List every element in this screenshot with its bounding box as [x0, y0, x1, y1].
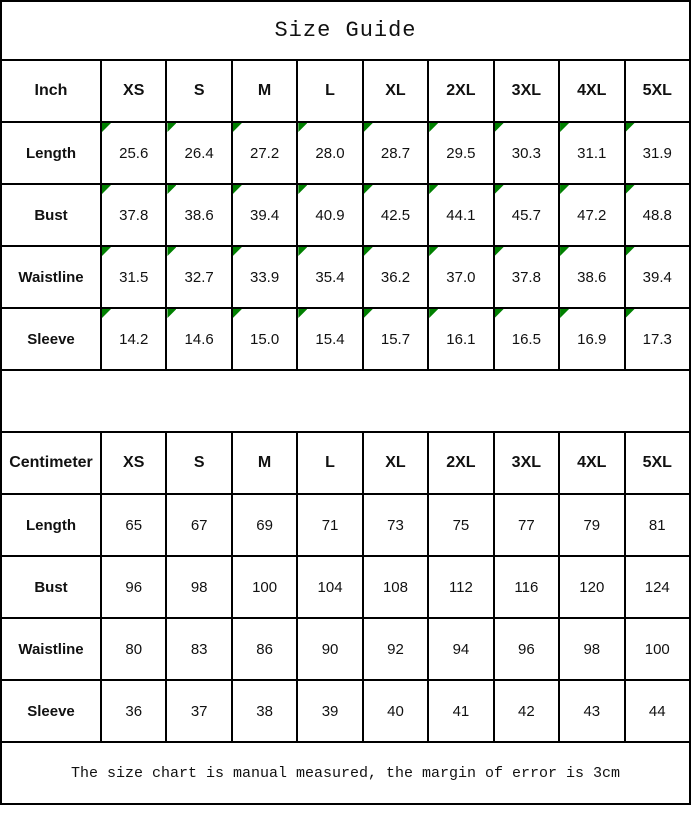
measurement-value	[297, 246, 362, 308]
measurement-value-text: 30.3	[511, 144, 541, 162]
size-column-header-text: 5XL	[642, 82, 672, 99]
cell-corner-flag-icon	[364, 123, 373, 132]
measurement-value-text: 28.7	[380, 144, 411, 162]
measurement-value-text: 17.3	[642, 330, 672, 348]
cell-corner-flag-icon	[429, 185, 438, 194]
size-column-header	[363, 60, 428, 122]
measurement-row-waistline	[1, 618, 690, 680]
measurement-value-text: 38	[256, 702, 273, 720]
measurement-row-length	[1, 122, 690, 184]
cell-corner-flag-icon	[364, 247, 373, 256]
measurement-value-text: 81	[648, 516, 666, 534]
cell-corner-flag-icon	[233, 185, 242, 194]
measurement-value	[101, 122, 166, 184]
size-column-header	[232, 60, 297, 122]
measurement-value	[297, 556, 362, 618]
row-label-text: Waistline	[18, 268, 84, 286]
size-column-header-text: M	[257, 454, 272, 471]
size-header-row-centimeter	[1, 432, 690, 494]
measurement-value	[166, 680, 231, 742]
row-label	[1, 184, 101, 246]
cell-corner-flag-icon	[495, 247, 504, 256]
measurement-value-text: 38.6	[184, 206, 214, 224]
measurement-value-text: 112	[448, 578, 473, 596]
cell-corner-flag-icon	[233, 309, 242, 318]
size-table-body	[1, 1, 690, 804]
cell-corner-flag-icon	[626, 309, 635, 318]
cell-corner-flag-icon	[626, 123, 635, 132]
measurement-value	[625, 556, 691, 618]
measurement-row-bust	[1, 556, 690, 618]
size-column-header	[232, 432, 297, 494]
size-column-header-text: M	[257, 82, 272, 99]
cell-corner-flag-icon	[167, 185, 176, 194]
cell-corner-flag-icon	[298, 309, 307, 318]
measurement-value-text: 40.9	[315, 206, 345, 224]
measurement-value	[428, 308, 493, 370]
measurement-value-text: 100	[252, 578, 278, 596]
size-column-header-text: XL	[385, 82, 406, 99]
measurement-value	[101, 494, 166, 556]
cell-corner-flag-icon	[102, 185, 111, 194]
measurement-value	[428, 556, 493, 618]
measurement-value-text: 90	[321, 640, 339, 658]
size-column-header	[363, 432, 428, 494]
measurement-value-text: 42.5	[380, 206, 411, 224]
row-label-text: Sleeve	[27, 702, 75, 720]
size-column-header	[494, 432, 559, 494]
measurement-value	[363, 246, 428, 308]
measurement-value	[625, 246, 691, 308]
row-label-text: Length	[26, 144, 76, 162]
measurement-value-text: 43	[583, 702, 601, 720]
cell-corner-flag-icon	[495, 123, 504, 132]
measurement-value-text: 79	[583, 516, 601, 534]
cell-corner-flag-icon	[233, 123, 242, 132]
measurement-value	[101, 680, 166, 742]
measurement-value	[494, 618, 559, 680]
measurement-value	[101, 308, 166, 370]
measurement-value	[625, 494, 691, 556]
size-column-header	[166, 60, 231, 122]
measurement-value-text: 42	[518, 702, 535, 720]
measurement-value	[363, 618, 428, 680]
measurement-value	[166, 494, 231, 556]
measurement-value-text: 96	[125, 578, 143, 596]
measurement-value	[559, 122, 624, 184]
measurement-value	[297, 494, 362, 556]
measurement-value-text: 31.5	[119, 268, 149, 286]
measurement-value-text: 77	[518, 516, 535, 534]
measurement-value-text: 48.8	[642, 206, 672, 224]
measurement-value-text: 44	[648, 702, 666, 720]
measurement-value	[559, 680, 624, 742]
measurement-value	[494, 680, 559, 742]
row-label	[1, 246, 101, 308]
unit-label	[1, 432, 101, 494]
measurement-value-text: 29.5	[446, 144, 476, 162]
measurement-value	[232, 494, 297, 556]
cell-corner-flag-icon	[364, 309, 373, 318]
measurement-row-bust	[1, 184, 690, 246]
measurement-value	[166, 618, 231, 680]
measurement-value	[297, 618, 362, 680]
size-column-header-text: 4XL	[577, 454, 607, 471]
row-label-text: Bust	[34, 206, 68, 224]
measurement-value-text: 38.6	[577, 268, 607, 286]
measurement-value-text: 36.2	[380, 268, 411, 286]
cell-corner-flag-icon	[429, 247, 438, 256]
cell-corner-flag-icon	[495, 309, 504, 318]
row-label	[1, 308, 101, 370]
measurement-value	[428, 122, 493, 184]
cell-corner-flag-icon	[233, 247, 242, 256]
measurement-value-text: 39.4	[642, 268, 672, 286]
measurement-value-text: 73	[387, 516, 404, 534]
size-column-header-text: 3XL	[511, 454, 542, 471]
measurement-value	[494, 308, 559, 370]
cell-corner-flag-icon	[429, 123, 438, 132]
measurement-value-text: 75	[452, 516, 470, 534]
size-column-header-text: 2XL	[446, 82, 476, 99]
size-column-header	[625, 60, 691, 122]
spacer-cell	[1, 370, 690, 432]
measurement-value-text: 15.0	[249, 330, 280, 348]
measurement-row-sleeve	[1, 680, 690, 742]
measurement-value	[166, 122, 231, 184]
measurement-value	[559, 494, 624, 556]
measurement-value	[297, 680, 362, 742]
size-column-header-text: 5XL	[642, 454, 672, 471]
measurement-value-text: 28.0	[315, 144, 345, 162]
size-column-header-text: XL	[385, 454, 406, 471]
size-column-header	[166, 432, 231, 494]
measurement-value	[559, 308, 624, 370]
cell-corner-flag-icon	[626, 247, 635, 256]
row-label-text: Bust	[34, 578, 68, 596]
size-header-row-inch	[1, 60, 690, 122]
measurement-row-waistline	[1, 246, 690, 308]
measurement-value	[559, 618, 624, 680]
measurement-value	[166, 184, 231, 246]
measurement-value	[101, 184, 166, 246]
measurement-value-text: 37.8	[119, 206, 149, 224]
page-title: Size Guide	[1, 1, 690, 60]
measurement-value	[428, 184, 493, 246]
measurement-value	[232, 556, 297, 618]
measurement-value	[297, 122, 362, 184]
measurement-value-text: 33.9	[249, 268, 280, 286]
measurement-value	[232, 246, 297, 308]
unit-label-text: Inch	[34, 82, 68, 99]
measurement-value-text: 67	[190, 516, 208, 534]
measurement-value	[232, 680, 297, 742]
cell-corner-flag-icon	[167, 123, 176, 132]
measurement-value-text: 104	[317, 578, 343, 596]
measurement-value-text: 37.0	[446, 268, 476, 286]
cell-corner-flag-icon	[560, 309, 569, 318]
unit-label	[1, 60, 101, 122]
measurement-value-text: 40	[387, 702, 404, 720]
size-column-header-text: 2XL	[446, 454, 476, 471]
size-column-header-text: 4XL	[577, 82, 607, 99]
measurement-value-text: 124	[644, 578, 670, 596]
measurement-value	[101, 556, 166, 618]
measurement-row-length	[1, 494, 690, 556]
measurement-value	[625, 680, 691, 742]
measurement-value-text: 26.4	[184, 144, 214, 162]
size-column-header-text: XS	[123, 82, 145, 99]
size-column-header	[559, 432, 624, 494]
measurement-value-text: 108	[382, 578, 408, 596]
footer-row	[1, 742, 690, 804]
measurement-value-text: 15.7	[380, 330, 411, 348]
measurement-value	[428, 680, 493, 742]
row-label	[1, 680, 101, 742]
measurement-value-text: 25.6	[119, 144, 149, 162]
measurement-value-text: 37	[190, 702, 208, 720]
cell-corner-flag-icon	[167, 247, 176, 256]
row-label	[1, 494, 101, 556]
size-column-header-text: XS	[123, 454, 145, 471]
title-row	[1, 1, 690, 60]
measurement-value	[232, 122, 297, 184]
measurement-value-text: 47.2	[577, 206, 607, 224]
measurement-value	[494, 246, 559, 308]
measurement-value-text: 27.2	[249, 144, 280, 162]
row-label	[1, 122, 101, 184]
measurement-value-text: 86	[256, 640, 273, 658]
measurement-value-text: 98	[190, 578, 208, 596]
measurement-value	[232, 308, 297, 370]
measurement-value-text: 31.9	[642, 144, 672, 162]
cell-corner-flag-icon	[560, 247, 569, 256]
measurement-value	[297, 184, 362, 246]
measurement-value-text: 15.4	[315, 330, 345, 348]
measurement-value-text: 94	[452, 640, 470, 658]
measurement-value	[363, 680, 428, 742]
measurement-value	[232, 618, 297, 680]
cell-corner-flag-icon	[102, 309, 111, 318]
cell-corner-flag-icon	[560, 185, 569, 194]
measurement-value-text: 32.7	[184, 268, 214, 286]
measurement-value-text: 69	[256, 516, 273, 534]
measurement-value	[166, 556, 231, 618]
measurement-value	[428, 246, 493, 308]
measurement-value	[559, 184, 624, 246]
measurement-value	[363, 308, 428, 370]
measurement-value	[494, 494, 559, 556]
measurement-value-text: 16.5	[511, 330, 541, 348]
cell-corner-flag-icon	[626, 185, 635, 194]
measurement-value	[166, 308, 231, 370]
measurement-value	[494, 122, 559, 184]
size-column-header-text: S	[193, 454, 205, 471]
cell-corner-flag-icon	[102, 247, 111, 256]
measurement-value	[625, 618, 691, 680]
measurement-value	[363, 556, 428, 618]
measurement-value-text: 37.8	[511, 268, 541, 286]
row-label	[1, 556, 101, 618]
cell-corner-flag-icon	[298, 123, 307, 132]
cell-corner-flag-icon	[429, 309, 438, 318]
size-column-header	[428, 432, 493, 494]
cell-corner-flag-icon	[298, 185, 307, 194]
row-label-text: Length	[26, 516, 76, 534]
cell-corner-flag-icon	[560, 123, 569, 132]
measurement-value	[297, 308, 362, 370]
measurement-value-text: 31.1	[577, 144, 607, 162]
measurement-value-text: 116	[514, 578, 539, 596]
measurement-value-text: 41	[452, 702, 470, 720]
cell-corner-flag-icon	[102, 123, 111, 132]
measurement-value-text: 36	[125, 702, 143, 720]
spacer-row	[1, 370, 690, 432]
size-column-header	[101, 60, 166, 122]
measurement-value-text: 96	[518, 640, 535, 658]
measurement-value	[101, 618, 166, 680]
measurement-value	[428, 618, 493, 680]
measurement-value	[363, 122, 428, 184]
measurement-row-sleeve	[1, 308, 690, 370]
unit-label-text: Centimeter	[9, 454, 93, 471]
measurement-value	[166, 246, 231, 308]
measurement-value-text: 83	[190, 640, 208, 658]
row-label	[1, 618, 101, 680]
measurement-value-text: 45.7	[511, 206, 541, 224]
size-column-header-text: L	[325, 82, 335, 99]
measurement-value-text: 92	[387, 640, 404, 658]
cell-corner-flag-icon	[298, 247, 307, 256]
row-label-text: Waistline	[18, 640, 84, 658]
measurement-value-text: 120	[579, 578, 605, 596]
measurement-value	[101, 246, 166, 308]
row-label-text: Sleeve	[27, 330, 75, 348]
measurement-value	[625, 122, 691, 184]
cell-corner-flag-icon	[364, 185, 373, 194]
measurement-value-text: 71	[321, 516, 339, 534]
measurement-value-text: 14.6	[184, 330, 214, 348]
size-column-header	[625, 432, 691, 494]
size-column-header	[297, 60, 362, 122]
measurement-value-text: 16.1	[446, 330, 476, 348]
measurement-value-text: 39.4	[249, 206, 280, 224]
measurement-value	[625, 184, 691, 246]
measurement-value-text: 65	[125, 516, 143, 534]
size-column-header	[559, 60, 624, 122]
measurement-value	[494, 556, 559, 618]
measurement-value	[363, 494, 428, 556]
measurement-value	[363, 184, 428, 246]
size-column-header-text: L	[325, 454, 335, 471]
measurement-value	[559, 556, 624, 618]
measurement-value-text: 39	[321, 702, 339, 720]
size-column-header	[297, 432, 362, 494]
measurement-value	[559, 246, 624, 308]
measurement-value	[625, 308, 691, 370]
measurement-value-text: 35.4	[315, 268, 345, 286]
measurement-value-text: 80	[125, 640, 143, 658]
size-column-header-text: 3XL	[511, 82, 542, 99]
measurement-value	[232, 184, 297, 246]
size-column-header	[101, 432, 166, 494]
cell-corner-flag-icon	[167, 309, 176, 318]
measurement-value	[428, 494, 493, 556]
measurement-value-text: 14.2	[119, 330, 149, 348]
measurement-value	[494, 184, 559, 246]
footer-note: The size chart is manual measured, the margin of error is 3cm	[1, 742, 690, 804]
measurement-value-text: 100	[644, 640, 670, 658]
measurement-value-text: 98	[583, 640, 601, 658]
size-column-header	[428, 60, 493, 122]
cell-corner-flag-icon	[495, 185, 504, 194]
size-column-header-text: S	[193, 82, 205, 99]
measurement-value-text: 44.1	[446, 206, 476, 224]
size-column-header	[494, 60, 559, 122]
measurement-value-text: 16.9	[577, 330, 607, 348]
